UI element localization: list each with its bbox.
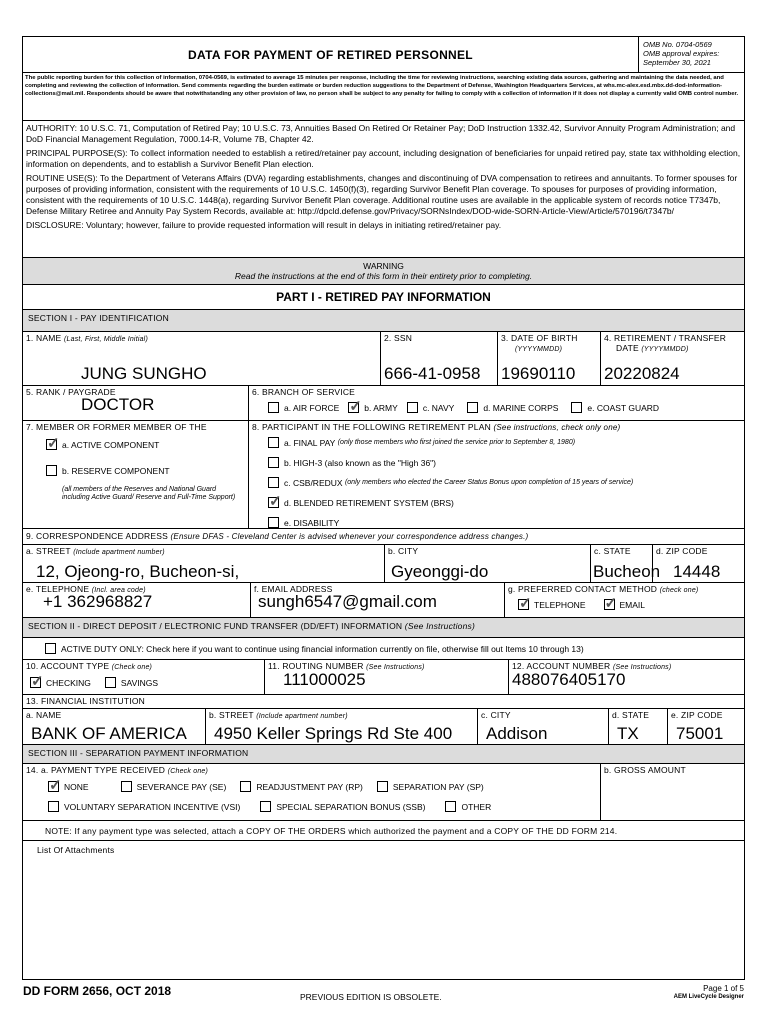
dob-label: 3. DATE OF BIRTH bbox=[501, 333, 578, 343]
name-field[interactable]: JUNG SUNGHO bbox=[81, 364, 207, 383]
account-savings-label: SAVINGS bbox=[120, 677, 159, 688]
warning-title: WARNING bbox=[363, 261, 404, 271]
plan-high-3-label: b. HIGH-3 (also known as the "High 36") bbox=[284, 457, 437, 468]
payment-readjustment-label: READJUSTMENT PAY (RP) bbox=[256, 781, 363, 792]
branch-army[interactable] bbox=[348, 402, 398, 413]
plan-brs[interactable] bbox=[268, 497, 454, 508]
name-label: 1. NAME bbox=[26, 333, 62, 343]
plan-csb-redux[interactable] bbox=[268, 477, 633, 488]
attachments-label: List Of Attachments bbox=[37, 845, 115, 855]
checkbox-icon[interactable] bbox=[407, 402, 418, 413]
bank-name-field[interactable]: BANK OF AMERICA bbox=[31, 724, 187, 743]
financial-institution-row bbox=[23, 709, 744, 745]
gross-amount-label: b. GROSS AMOUNT bbox=[604, 765, 686, 775]
zip-field[interactable]: 14448 bbox=[673, 562, 721, 581]
obsolete-notice: PREVIOUS EDITION IS OBSOLETE. bbox=[300, 992, 442, 1002]
ssn-label: 2. SSN bbox=[384, 333, 413, 343]
payment-type-options-2 bbox=[26, 801, 597, 812]
part-one-heading-row bbox=[23, 285, 744, 310]
branch-navy[interactable] bbox=[407, 402, 455, 413]
account-number-hint: (See Instructions) bbox=[612, 664, 672, 671]
form-title: DATA FOR PAYMENT OF RETIRED PERSONNEL bbox=[188, 47, 473, 62]
ssn-field[interactable]: 666-41-0958 bbox=[384, 364, 481, 383]
member-plan-row bbox=[23, 421, 744, 529]
account-type-options bbox=[26, 677, 261, 688]
form-header bbox=[23, 37, 744, 73]
checkbox-icon[interactable] bbox=[48, 801, 59, 812]
branch-marine-corps[interactable] bbox=[467, 402, 558, 413]
branch-coast-guard-label: e. COAST GUARD bbox=[587, 402, 660, 413]
bank-street-field[interactable]: 4950 Keller Springs Rd Ste 400 bbox=[214, 724, 453, 743]
checkbox-checked-icon[interactable] bbox=[518, 599, 529, 610]
bank-name-label: a. NAME bbox=[26, 710, 62, 720]
member-active-label: a. ACTIVE COMPONENT bbox=[62, 439, 160, 450]
contact-email[interactable] bbox=[604, 599, 646, 610]
checkbox-checked-icon[interactable] bbox=[30, 677, 41, 688]
checkbox-icon[interactable] bbox=[445, 801, 456, 812]
address-row bbox=[23, 545, 744, 583]
plan-csb-redux-hint: (only members who elected the Career Status Bonus upon completion of 15 years of service) bbox=[344, 478, 634, 486]
contact-email-label: EMAIL bbox=[619, 599, 646, 610]
bank-state-field[interactable]: TX bbox=[617, 724, 639, 743]
active-duty-row bbox=[23, 638, 744, 660]
payment-none[interactable] bbox=[48, 781, 89, 792]
plan-csb-redux-label: c. CSB/REDUX bbox=[284, 477, 343, 488]
account-number-label: 12. ACCOUNT NUMBER bbox=[512, 661, 611, 671]
payment-type-hint: (Check one) bbox=[167, 768, 209, 775]
member-active[interactable] bbox=[46, 439, 159, 450]
omb-expiration-date: September 30, 2021 bbox=[643, 58, 711, 67]
branch-navy-label: c. NAVY bbox=[422, 402, 455, 413]
plan-final-pay-hint: (only those members who first joined the service prior to September 8, 1980) bbox=[337, 438, 576, 446]
designer-credit: AEM LiveCycle Designer bbox=[673, 994, 744, 1000]
payment-other-label: OTHER bbox=[461, 801, 492, 812]
dob-hint: (YYYYMMDD) bbox=[515, 346, 563, 353]
payment-type-options-1 bbox=[26, 781, 597, 792]
account-type-hint: (Check one) bbox=[111, 664, 153, 671]
bank-state-label: d. STATE bbox=[612, 710, 650, 720]
payment-type-row bbox=[23, 764, 744, 821]
rank-field[interactable]: DOCTOR bbox=[81, 395, 155, 414]
checkbox-icon[interactable] bbox=[105, 677, 116, 688]
retirement-date-field[interactable]: 20220824 bbox=[604, 364, 680, 383]
city-label: b. CITY bbox=[388, 546, 419, 556]
payment-readjustment[interactable] bbox=[240, 781, 363, 792]
payment-separation[interactable] bbox=[377, 781, 484, 792]
bank-zip-label: e. ZIP CODE bbox=[671, 710, 723, 720]
plan-final-pay-label: a. FINAL PAY bbox=[284, 437, 336, 448]
burden-statement: The public reporting burden for this collection of information, 0704-0569, is estimated to average 15 minutes per response, including the time for reviewing instructions, searching existing data sources, gathering and maintaining the data needed, and completing and reviewing the collection of information. Send comments regarding the burden estimate or burden reduction suggestions to the Department of Defense, Washington Headquarters Services, at whs.mc-alex.esd.mbx.dd-dod-information-collections@mail.mil. Respondents should be aware that notwithstanding any other provision of law, no person shall be subject to any penalty for failing to comply with a collection of information if it does not display a currently valid OMB control number. bbox=[25, 75, 739, 97]
form-number: DD FORM 2656, OCT 2018 bbox=[23, 984, 172, 998]
financial-institution-heading-row bbox=[23, 695, 744, 709]
payment-ssb[interactable] bbox=[260, 801, 425, 812]
payment-type-label: 14. a. PAYMENT TYPE RECEIVED bbox=[26, 765, 166, 775]
payment-separation-label: SEPARATION PAY (SP) bbox=[392, 781, 484, 792]
checkbox-icon[interactable] bbox=[46, 465, 57, 476]
checkbox-icon[interactable] bbox=[268, 477, 279, 488]
omb-approval-label: OMB approval expires: bbox=[643, 49, 720, 58]
disclosure-text: DISCLOSURE: Voluntary; however, failure to provide requested information will result in delays in initiating retired/retainer pay. bbox=[26, 220, 502, 230]
branch-air-force[interactable] bbox=[268, 402, 339, 413]
omb-number: OMB No. 0704-0569 bbox=[643, 40, 712, 49]
checkbox-checked-icon[interactable] bbox=[268, 497, 279, 508]
contact-row bbox=[23, 583, 744, 618]
branch-air-force-label: a. AIR FORCE bbox=[284, 402, 340, 413]
section-two-heading bbox=[23, 618, 744, 638]
bank-city-field[interactable]: Addison bbox=[486, 724, 548, 743]
checkbox-icon[interactable] bbox=[45, 643, 56, 654]
preferred-contact-label: g. PREFERRED CONTACT METHOD bbox=[508, 584, 658, 594]
section-three-heading: SECTION III - SEPARATION PAYMENT INFORMATION bbox=[23, 745, 744, 764]
rank-label: 5. RANK / PAYGRADE bbox=[26, 387, 116, 397]
branch-options bbox=[252, 402, 741, 413]
member-label: 7. MEMBER OR FORMER MEMBER OF THE bbox=[26, 422, 207, 432]
checkbox-icon[interactable] bbox=[268, 437, 279, 448]
account-checking[interactable] bbox=[30, 677, 91, 688]
checkbox-checked-icon[interactable] bbox=[604, 599, 615, 610]
attachments-area[interactable] bbox=[23, 841, 744, 945]
payment-severance[interactable] bbox=[121, 781, 227, 792]
note-row bbox=[23, 821, 744, 841]
authority-text: AUTHORITY: 10 U.S.C. 71, Computation of Retired Pay; 10 U.S.C. 73, Annuities Based On Retired Or Retainer Pay; DoD Instruction 1332.42, Survivor Annuity Program Administration; and DoD Financial Management Regulation, 7000.14-R, Volume 7B, Chapter 42. bbox=[26, 123, 736, 144]
checkbox-icon[interactable] bbox=[121, 781, 132, 792]
street-label: a. STREET bbox=[26, 546, 71, 556]
burden-statement-row bbox=[23, 73, 744, 121]
plan-high-3[interactable] bbox=[268, 457, 436, 468]
plan-brs-label: d. BLENDED RETIREMENT SYSTEM (BRS) bbox=[284, 497, 454, 508]
bank-street-label: b. STREET bbox=[209, 710, 254, 720]
checkbox-icon[interactable] bbox=[268, 517, 279, 528]
section-one-heading: SECTION I - PAY IDENTIFICATION bbox=[23, 310, 744, 332]
checkbox-icon[interactable] bbox=[260, 801, 271, 812]
payment-none-label: NONE bbox=[64, 781, 89, 792]
routine-uses-text: ROUTINE USE(S): To the Department of Veterans Affairs (DVA) regarding establishments, changes and discontinuing of DVA compensation to retirees and annuitants. To former spouses for purposes of providing information, consistent with the requirements of 10 U.S.C. 1450(f)(3), regarding Survivor Benefit Plan coverage. To spouses for purposes of providing information, consistent with the requirements of 10 U.S.C. 1448(a), regarding Survivor Benefit Plan coverage. Additional routine uses are available in the applicable system of records notice T7347b, Defense Military Retiree and Annuity Pay System Records, available at: http://dpcld.defense.gov/Privacy/SORNsIndex/DOD-wide-SORN-Article-View/Article/570196/t7347b/ bbox=[26, 173, 738, 216]
contact-telephone[interactable] bbox=[518, 599, 586, 610]
retirement-date-hint: (YYYYMMDD) bbox=[641, 346, 689, 353]
checkbox-checked-icon[interactable] bbox=[46, 439, 57, 450]
plan-disability-label: e. DISABILITY bbox=[284, 517, 340, 528]
payment-severance-label: SEVERANCE PAY (SE) bbox=[136, 781, 227, 792]
plan-hint: (See instructions, check only one) bbox=[493, 423, 621, 432]
street-field[interactable]: 12, Ojeong-ro, Bucheon-si, bbox=[36, 562, 240, 581]
account-row bbox=[23, 660, 744, 695]
payment-vsi[interactable] bbox=[48, 801, 240, 812]
account-number-field[interactable]: 488076405170 bbox=[512, 670, 626, 689]
email-label: f. EMAIL ADDRESS bbox=[254, 584, 333, 594]
plan-options bbox=[252, 432, 741, 533]
branch-coast-guard[interactable] bbox=[571, 402, 659, 413]
email-field[interactable]: sungh6547@gmail.com bbox=[258, 592, 437, 611]
telephone-field[interactable]: +1 362968827 bbox=[43, 592, 153, 611]
checkbox-checked-icon[interactable] bbox=[48, 781, 59, 792]
branch-army-label: b. ARMY bbox=[364, 402, 398, 413]
account-checking-label: CHECKING bbox=[46, 677, 91, 688]
checkbox-icon[interactable] bbox=[571, 402, 582, 413]
address-heading-row bbox=[23, 529, 744, 545]
page-footer bbox=[674, 984, 744, 1002]
bank-city-label: c. CITY bbox=[481, 710, 511, 720]
dob-field[interactable]: 19690110 bbox=[501, 364, 576, 383]
address-label: 9. CORRESPONDENCE ADDRESS bbox=[26, 531, 168, 541]
checkbox-checked-icon[interactable] bbox=[348, 402, 359, 413]
checkbox-icon[interactable] bbox=[240, 781, 251, 792]
telephone-hint: (Incl. area code) bbox=[91, 587, 146, 594]
privacy-act-statement bbox=[23, 121, 744, 258]
payment-vsi-label: VOLUNTARY SEPARATION INCENTIVE (VSI) bbox=[64, 801, 241, 812]
warning-text: Read the instructions at the end of this form in their entirety prior to completing. bbox=[234, 271, 533, 281]
street-hint: (Include apartment number) bbox=[73, 549, 165, 556]
warning-banner bbox=[23, 258, 744, 285]
checkbox-icon[interactable] bbox=[377, 781, 388, 792]
state-field[interactable]: Bucheon bbox=[593, 562, 661, 581]
financial-institution-label: 13. FINANCIAL INSTITUTION bbox=[26, 696, 145, 706]
payment-other[interactable] bbox=[445, 801, 491, 812]
city-field[interactable]: Gyeonggi-do bbox=[391, 562, 489, 581]
account-type-label: 10. ACCOUNT TYPE bbox=[26, 661, 110, 671]
routing-label: 11. ROUTING NUMBER bbox=[268, 661, 364, 671]
checkbox-icon[interactable] bbox=[268, 457, 279, 468]
section-two-title: SECTION II - DIRECT DEPOSIT / ELECTRONIC FUND TRANSFER (DD/EFT) INFORMATION bbox=[28, 621, 403, 631]
retirement-date-label: 4. RETIREMENT / TRANSFER bbox=[604, 333, 727, 343]
payment-ssb-label: SPECIAL SEPARATION BONUS (SSB) bbox=[276, 801, 426, 812]
checkbox-icon[interactable] bbox=[467, 402, 478, 413]
form-page bbox=[22, 36, 745, 980]
rank-branch-row bbox=[23, 386, 744, 421]
preferred-contact-options bbox=[508, 599, 741, 610]
preferred-contact-hint: (check one) bbox=[659, 587, 699, 594]
retirement-date-label-2: DATE bbox=[616, 343, 639, 353]
checkbox-icon[interactable] bbox=[268, 402, 279, 413]
member-note: (all members of the Reserves and National Guard including Active Guard/ Reserve and Full-Time Support) bbox=[62, 486, 236, 501]
plan-disability[interactable] bbox=[268, 517, 339, 528]
state-label: c. STATE bbox=[594, 546, 631, 556]
active-duty-label: ACTIVE DUTY ONLY: Check here if you want to continue using financial information currently on file, otherwise fill out Items 10 through 13) bbox=[61, 643, 584, 654]
account-savings[interactable] bbox=[105, 677, 158, 688]
member-reserve[interactable] bbox=[46, 465, 170, 476]
principal-purpose-text: PRINCIPAL PURPOSE(S): To collect information needed to establish a retired/retainer pay account, including designation of beneficiaries for unpaid retired pay, state tax withholding election, information on dependents, and to establish a Survivor Benefit Plan election. bbox=[26, 148, 741, 169]
member-reserve-label: b. RESERVE COMPONENT bbox=[62, 465, 170, 476]
bank-street-hint: (Include apartment number) bbox=[256, 713, 348, 720]
routing-field[interactable]: 111000025 bbox=[283, 670, 366, 689]
telephone-label: e. TELEPHONE bbox=[26, 584, 90, 594]
branch-marine-corps-label: d. MARINE CORPS bbox=[483, 402, 559, 413]
branch-label: 6. BRANCH OF SERVICE bbox=[252, 387, 356, 397]
active-duty-option[interactable] bbox=[45, 643, 584, 654]
routing-hint: (See Instructions) bbox=[366, 664, 425, 671]
part-one-heading: PART I - RETIRED PAY INFORMATION bbox=[276, 290, 491, 304]
zip-label: d. ZIP CODE bbox=[656, 546, 708, 556]
bank-zip-field[interactable]: 75001 bbox=[676, 724, 724, 743]
address-hint: (Ensure DFAS - Cleveland Center is advised whenever your correspondence address changes.) bbox=[170, 532, 529, 541]
name-hint: (Last, First, Middle Initial) bbox=[63, 336, 148, 343]
plan-label: 8. PARTICIPANT IN THE FOLLOWING RETIREMENT PLAN bbox=[252, 422, 491, 432]
contact-telephone-label: TELEPHONE bbox=[534, 599, 586, 610]
plan-final-pay[interactable] bbox=[268, 437, 575, 448]
page-number: Page 1 of 5 bbox=[703, 984, 744, 993]
section-two-hint: (See Instructions) bbox=[404, 621, 476, 631]
identification-row bbox=[23, 332, 744, 386]
attachment-note: NOTE: If any payment type was selected, attach a COPY OF THE ORDERS which authorized the payment and a COPY OF THE DD FORM 214. bbox=[45, 825, 618, 836]
